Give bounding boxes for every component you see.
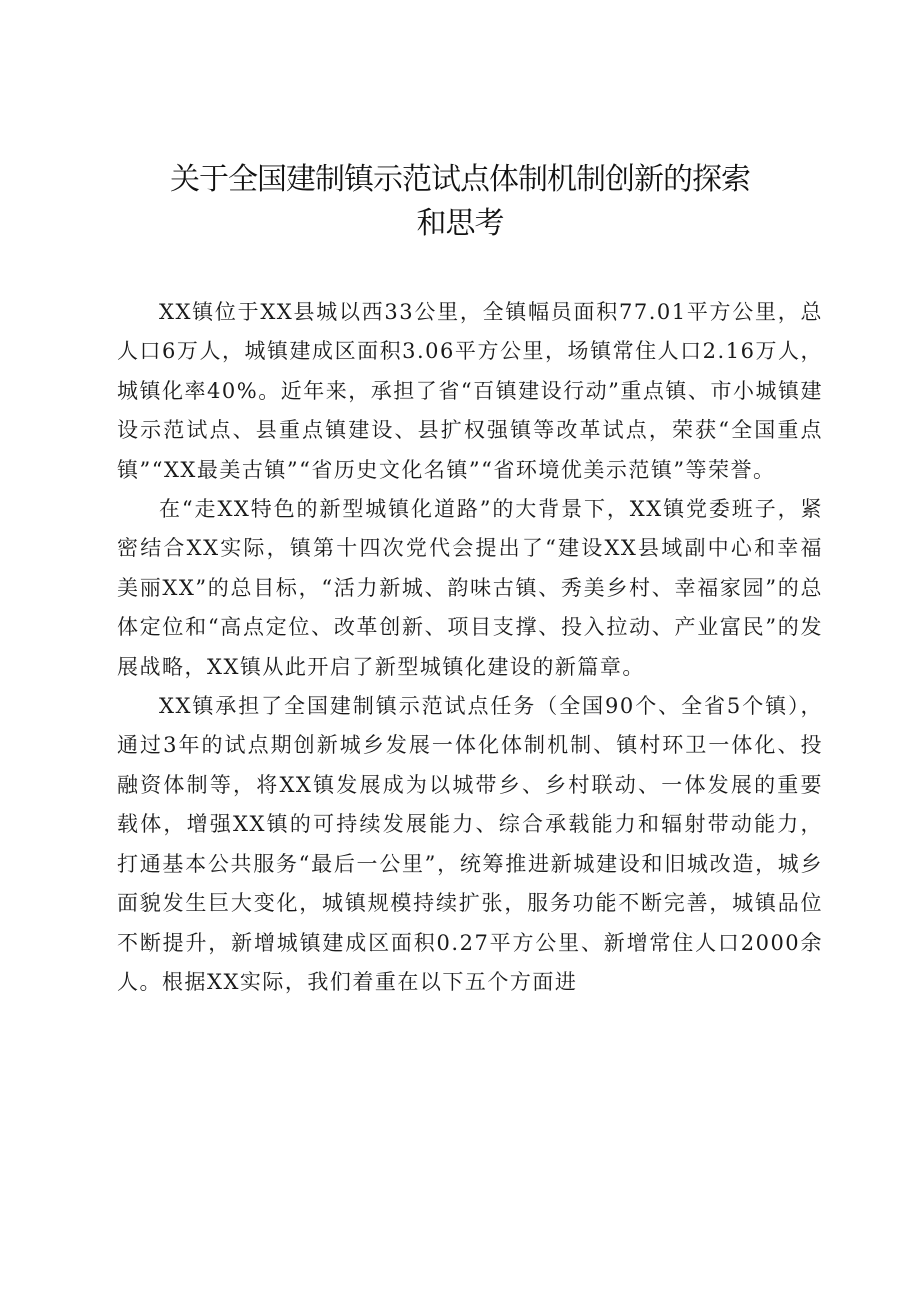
paragraph-3: XX镇承担了全国建制镇示范试点任务（全国90个、全省5个镇），通过3年的试点期创新城乡发展一体化体制机制、镇村环卫一体化、投融资体制等，将XX镇发展成为以城带乡、乡村联动、一体发展的重要载体，增强XX镇的可持续发展能力、综合承载能力和辐射带动能力，打通基本公共服务“最后一公里”，统筹推进新城建设和旧城改造，城乡面貌发生巨大变化，城镇规模持续扩张，服务功能不断完善，城镇品位不断提升，新增城镇建成区面积0.27平方公里、新增常住人口2000余人。根据XX实际，我们着重在以下五个方面进 <box>117 694 823 994</box>
title-line-2: 和思考 <box>416 206 504 241</box>
paragraph-2: 在“走XX特色的新型城镇化道路”的大背景下，XX镇党委班子，紧密结合XX实际，镇第十四次党代会提出了“建设XX县域副中心和幸福美丽XX”的总目标，“活力新城、韵味古镇、秀美乡村、幸福家园”的总体定位和“高点定位、改革创新、项目支撑、投入拉动、产业富民”的发展战略，XX镇从此开启了新型城镇化建设的新篇章。 <box>117 497 823 679</box>
document-body <box>117 293 823 1002</box>
document-title <box>110 158 810 246</box>
paragraph-1: XX镇位于XX县城以西33公里，全镇幅员面积77.01平方公里，总人口6万人，城镇建成区面积3.06平方公里，场镇常住人口2.16万人，城镇化率40%。近年来，承担了省“百镇建设行动”重点镇、市小城镇建设示范试点、县重点镇建设、县扩权强镇等改革试点，荣获“全国重点镇”“XX最美古镇”“省历史文化名镇”“省环境优美示范镇”等荣誉。 <box>117 300 823 482</box>
title-line-1: 关于全国建制镇示范试点体制机制创新的探索 <box>170 162 750 197</box>
